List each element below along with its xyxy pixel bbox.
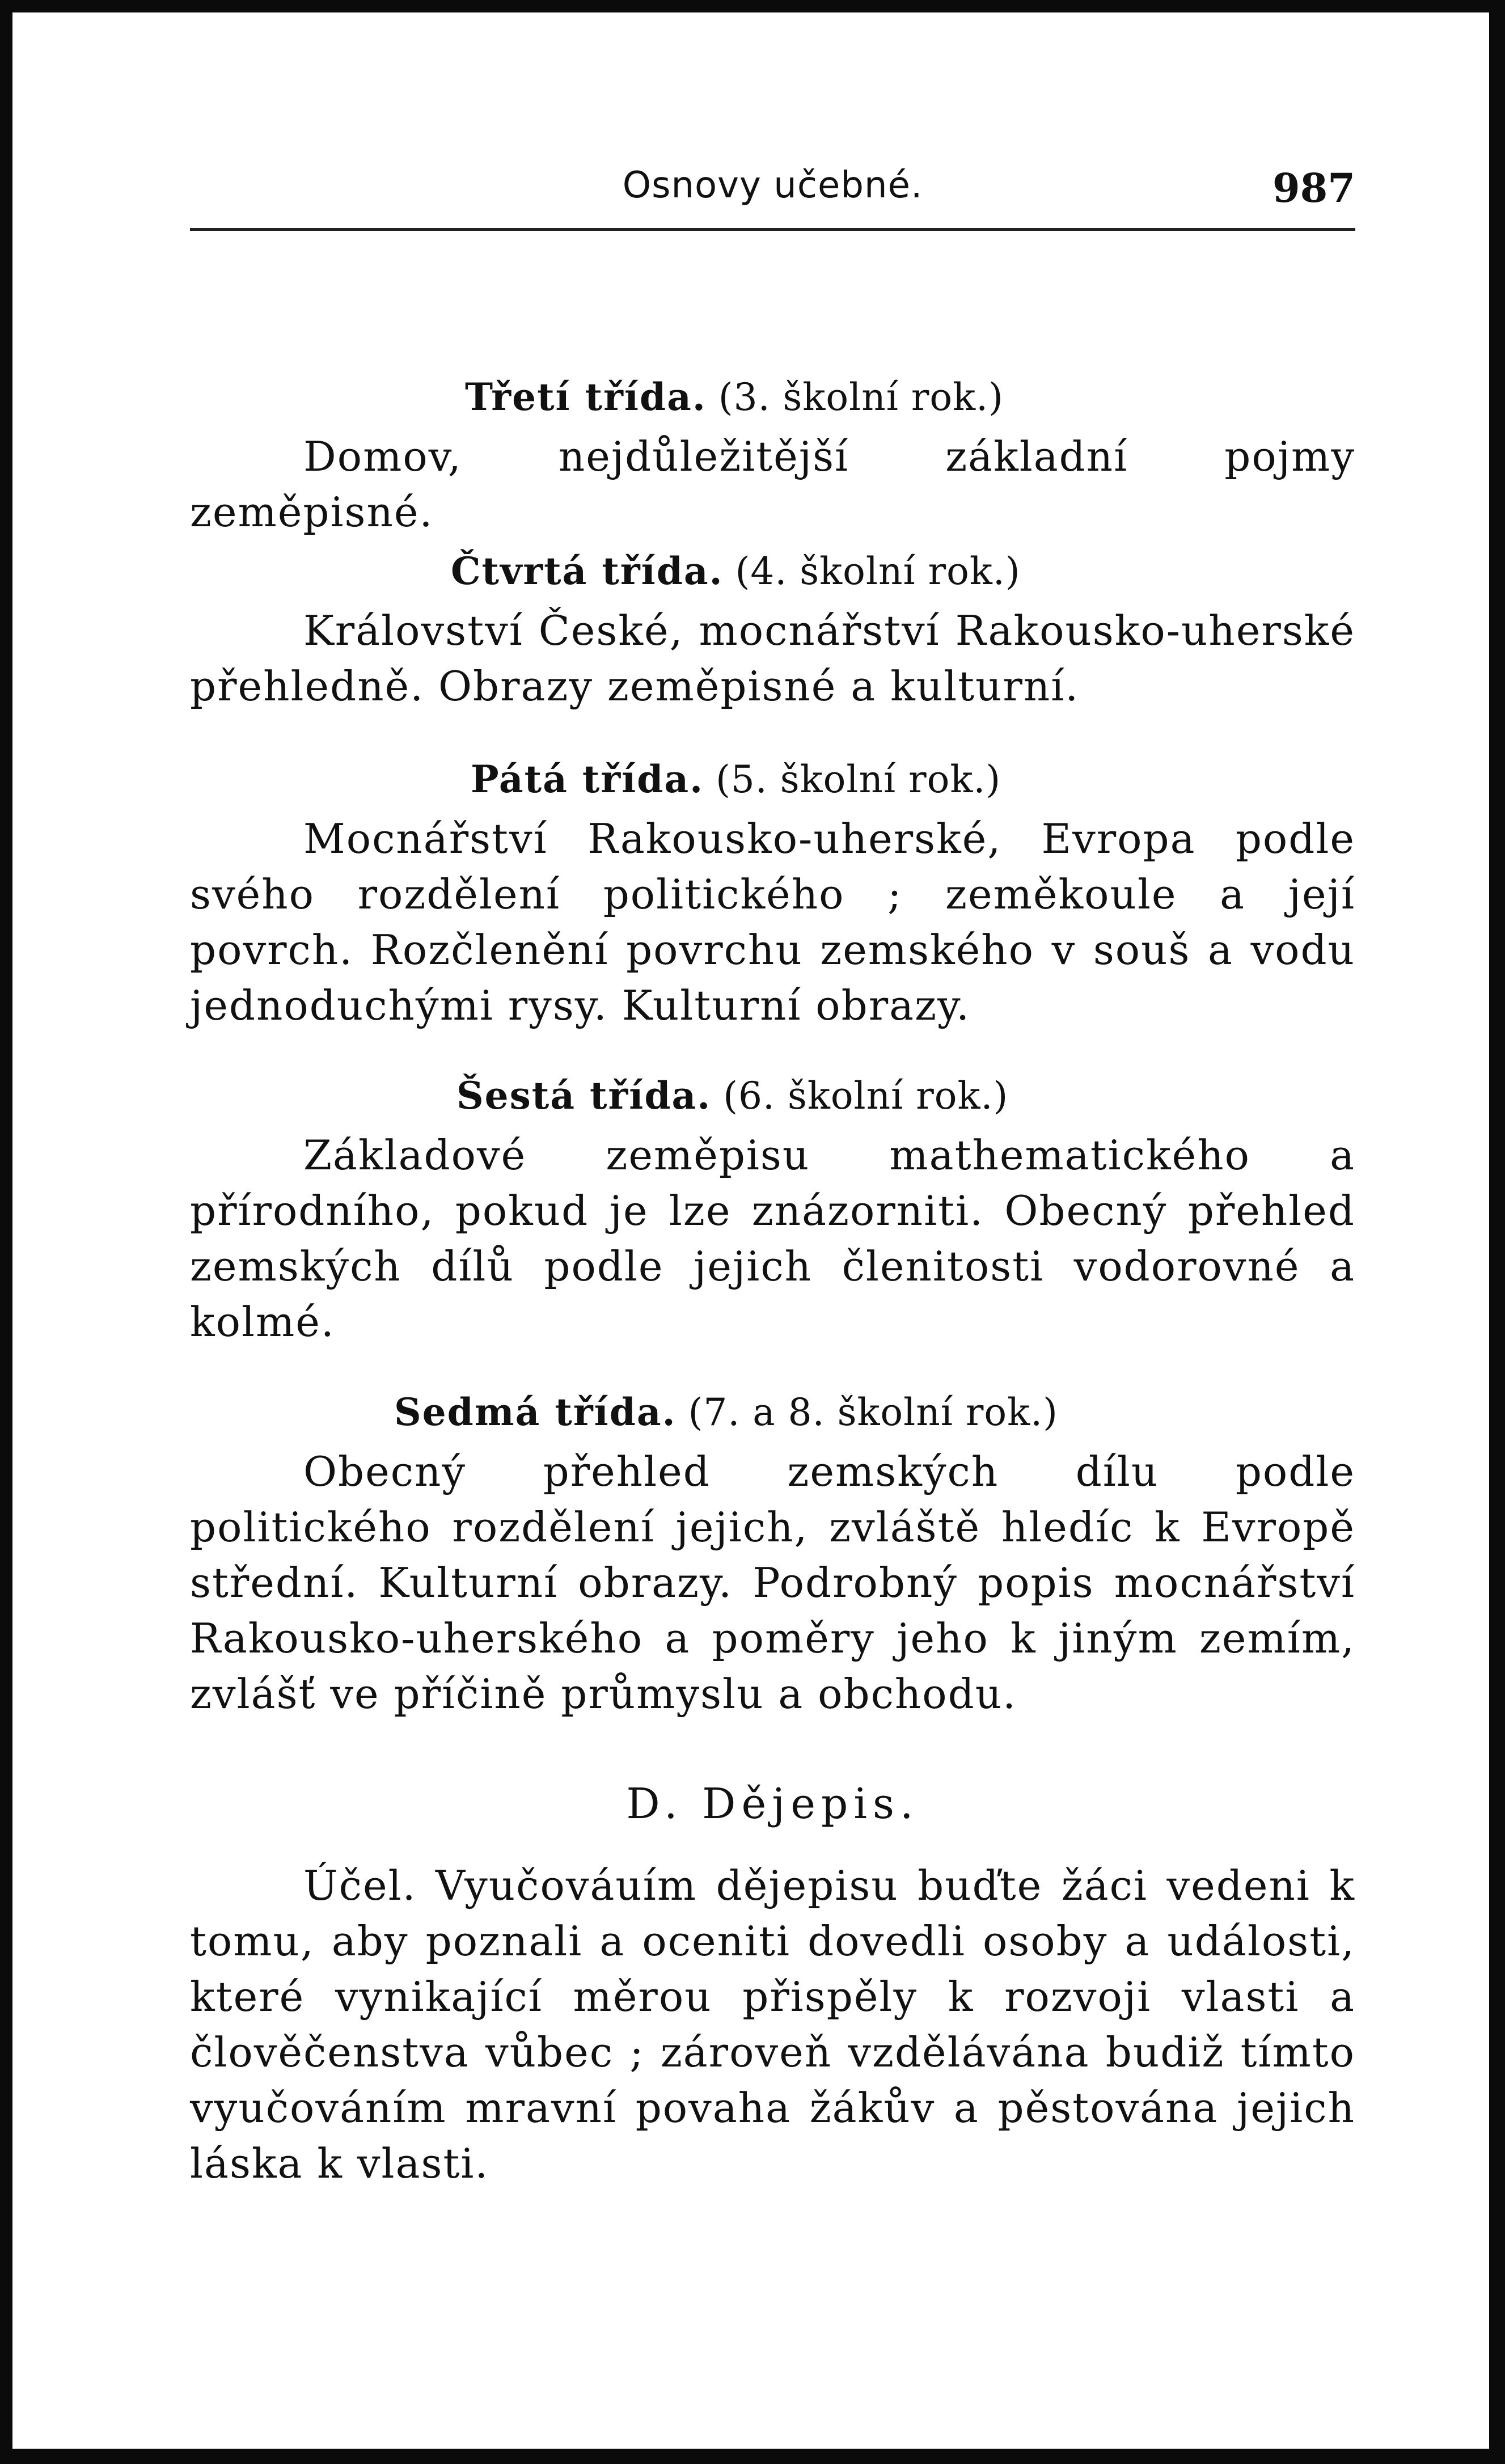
paragraph-fourth-class: Království České, mocnářství Rakousko-uherské přehledně. Obrazy zeměpisné a kulturní. — [190, 607, 1355, 710]
paragraph-history-purpose: Účel. Vyučováuím dějepisu buďte žáci vedeni k tomu, aby poznali a oceniti dovedli osoby a události, které vynikající měrou přispěly k rozvoji vlasti a člověčenstva vůbec ; zároveň vzdělávána budiž tímto vyučováním mravní povaha žákův a pěstována jejich láska k vlasti. — [190, 1862, 1355, 2187]
heading-seventh-class — [190, 1381, 1355, 1444]
page-header — [190, 153, 1355, 221]
paragraph-seventh-class: Obecný přehled zemských dílu podle politického rozdělení jejich, zvláště hledíc k Evropě střední. Kulturní obrazy. Podrobný popis mocnářství Rakousko-uherského a poměry jeho k jiným zemím, zvlášť ve příčině průmyslu a obchodu. — [190, 1448, 1355, 1718]
paragraph-fifth-class: Mocnářství Rakousko-uherské, Evropa podle svého rozdělení politického ; zeměkoule a její povrch. Rozčlenění povrchu zemského v souš a vodu jednoduchými rysy. Kulturní obrazy. — [190, 815, 1355, 1029]
paragraph-sixth-class: Základové zeměpisu mathematického a přírodního, pokud je lze znázorniti. Obecný přehled zemských dílů podle jejich členitosti vodorovné a kolmé. — [190, 1131, 1355, 1346]
heading-year: (6. školní rok.) — [723, 1074, 1009, 1118]
scan-border-left — [0, 0, 12, 2464]
heading-bold: Třetí třída. — [465, 375, 707, 419]
header-rule — [190, 228, 1355, 231]
heading-sixth-class — [190, 1064, 1355, 1127]
heading-bold: Pátá třída. — [471, 757, 704, 801]
heading-year: (5. školní rok.) — [716, 758, 1001, 801]
scan-border-right — [1489, 0, 1505, 2464]
scan-border-bottom — [0, 2449, 1505, 2464]
heading-year: (7. a 8. školní rok.) — [688, 1391, 1058, 1434]
heading-bold: Sedmá třída. — [394, 1390, 677, 1434]
running-title: Osnovy učebné. — [622, 164, 923, 206]
heading-year: (3. školní rok.) — [718, 375, 1004, 419]
heading-bold: Šestá třída. — [456, 1073, 712, 1118]
heading-year: (4. školní rok.) — [735, 550, 1021, 593]
heading-fourth-class — [190, 540, 1355, 603]
page-number: 987 — [1272, 164, 1355, 212]
section-title-history: D. Dějepis. — [626, 1780, 919, 1828]
book-page — [190, 153, 1355, 2191]
scan-border-top — [0, 0, 1505, 12]
heading-fifth-class — [190, 748, 1355, 811]
heading-bold: Čtvrtá třída. — [451, 549, 724, 593]
heading-third-class — [190, 366, 1355, 429]
paragraph-third-class: Domov, nejdůležitější základní pojmy zeměpisné. — [190, 433, 1355, 536]
